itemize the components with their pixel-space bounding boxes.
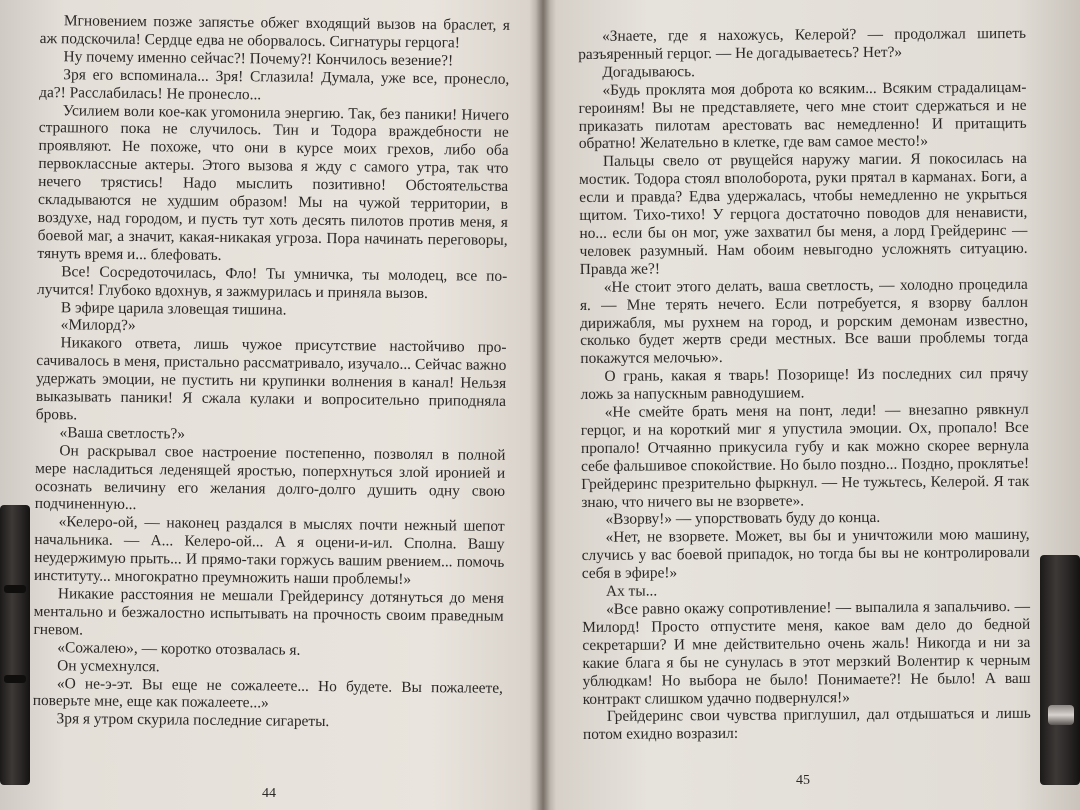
paragraph: Грейдеринс свои чувства приглушил, дал отдышаться и лишь потом ехидно возразил:: [582, 705, 1031, 744]
paragraph: Догадываюсь.: [602, 62, 695, 81]
paragraph: «Знаете, где я нахожусь, Келерой? — продолжал шипеть разъяренный герцог. — Не догадываетесь? Нет?»: [578, 24, 1027, 63]
paragraph: В эфире царила зловещая тишина.: [60, 298, 287, 319]
paragraph: «Ваша светлость?»: [59, 424, 186, 443]
paragraph: Никакие расстояния не мешали Грейдеринсу дотянуться до меня ментально и безжалостно испытывать на прочность своим праведным гневом.: [33, 585, 504, 639]
paragraph: Пальцы свело от рвущейся наружу магии. Я покосилась на мостик. Тодора стоял вполоборота, руки прятал в карманах. Боги, а если и правда? Едва удержалась, чтобы немедленно не укрыться щитом. Тихо-тихо! У герцога достаточно поводов для ненависти, но... если бы он мог, уже захватил бы меня, а лорд Грейдеринс — человек разумный. Нам обоим невыгодно усложнять ситуацию. Правда же?!: [579, 150, 1028, 278]
paragraph: Ну почему именно сейчас?! Почему?! Кончилось везение?!: [63, 48, 454, 70]
left-page: [32, 12, 509, 733]
binder-clip-left: [0, 505, 30, 785]
paragraph: «Милорд?»: [60, 316, 136, 335]
paragraph: Усилием воли кое-как угомонила энергию. Так, без паники! Ничего страшного пока не случилось. Тин и Тодора враждебности не проявляют. Не похоже, что они в курсе моих грехов, либо оба первоклассные актеры. Этого вызова я жду с самого утра, так что нечего трястись! Надо мыслить позитивно! Обстоятельства складываются не худшим образом! Мы на чужой территории, в воздухе, над городом, и пусть тут хоть десять пилотов против меня, я боевой маг, а значит, какая-никакая угроза. Пора начинать переговоры, тянуть время и... блефовать.: [37, 101, 510, 264]
clip-wire: [4, 585, 26, 593]
paragraph: Все! Сосредоточилась, Фло! Ты умничка, ты молодец, все получится! Глубоко вдохнув, я зажмурилась и приняла вызов.: [37, 262, 508, 302]
binder-clip-right: [1040, 555, 1080, 785]
clip-wire: [4, 675, 26, 683]
book-gutter: [536, 0, 550, 810]
paragraph: Он раскрывал свое настроение постепенно, позволял в полной мере насладиться леденящей яростью, поперхнуться злой иронией и осознать величину его желания долго-долго душить одну свою подчиненную...: [34, 441, 506, 514]
paragraph: Ах ты...: [605, 582, 658, 600]
paragraph: «Все равно окажу сопротивление! — выпалила я запальчиво. — Милорд! Просто отпустите меня, какое вам дело до бедной секретарши? И мне действительно очень жаль! Никогда и ни за какие блага я бы не сунулась в этот мерзкий Волентир к черным ублюдкам! Но выбора не было! Понимаете?! Не было! А ваш контракт слишком удачно подвернулся!»: [582, 597, 1031, 708]
page-number-right: 45: [796, 773, 810, 788]
paragraph: «Взорву!» — упорствовать буду до конца.: [605, 509, 881, 529]
clip-highlight: [1048, 705, 1074, 725]
paragraph: Никакого ответа, лишь чужое присутствие настойчиво просачивалось в меня, пристально рассматривало, изучало... Сейчас важно удержать эмоции, не пустить ни крупинки волнения в канал! Нельзя выказывать паники! Я сжала кулаки и вопросительно приподняла бровь.: [35, 334, 507, 424]
paragraph: Зря его вспоминала... Зря! Сглазила! Думала, уже все, пронесло, да?! Расслабилась! Не пронесло...: [39, 65, 510, 103]
page-number-left: 44: [262, 786, 276, 801]
paragraph: «Будь проклята моя доброта ко всяким... Всяким страдалицам-героиням! Вы не представляете, чего мне стоит сдержаться и не приказать пилотам арестовать вас немедленно! И притащить обратно! Желательно в клетке, где вам самое место!»: [578, 78, 1027, 153]
paragraph: Мгновением позже запястье обжег входящий вызов на браслет, я аж подскочила! Сердце едва не оборвалось. Сигнатуры герцога!: [39, 12, 510, 52]
paragraph: «Не смейте брать меня на понт, леди! — внезапно рявкнул герцог, и на короткий миг я упустила эмоции. Ох, пропало! Все пропало! Отчаянно прикусила губу и как можно скорее вернула себе фальшивое спокойствие. Но было поздно... Поздно, проклятье! Грейдеринс презрительно фыркнул. — Не тужьтесь, Келерой. Я так знаю, что ничего вы не взорвете».: [580, 400, 1030, 511]
paragraph: «О не-э-эт. Вы еще не сожалеете... Но будете. Вы пожалеете, поверьте мне, еще как пожалеете...»: [32, 674, 504, 712]
paragraph: «Нет, не взорвете. Может, вы бы и уничтожили мою машину, случись у вас боевой припадок, но тогда бы вы не контролировали себя в эфире!»: [581, 526, 1030, 583]
paragraph: «Не стоит этого делать, ваша светлость, — холодно процедила я. — Мне терять нечего. Если потребуется, я взорву баллон дирижабля, мы рухнем на город, и рорским демонам известно, сколько будет жертв среди местных. Все ваши проблемы тогда покажутся мелочью».: [579, 275, 1029, 368]
paragraph: Зря я утром скурила последние сигареты.: [56, 710, 330, 731]
paragraph: «Сожалею», — коротко отозвалась я.: [57, 638, 301, 659]
right-page: [578, 25, 1031, 744]
paragraph: Он усмехнулся.: [57, 656, 160, 675]
paragraph: «Келеро-ой, — наконец раздался в мыслях почти нежный шепот начальника. — А... Келеро-ой... А я оцени-и-ил. Сполна. Вашу неудержимую прыть... И прямо-таки горжусь вашим рвением... помочь институту... многократно преумножить наши проблемы!»: [34, 513, 505, 589]
paragraph: О грань, какая я тварь! Позорище! Из последних сил прячу ложь за напускным равнодушием.: [580, 365, 1029, 404]
